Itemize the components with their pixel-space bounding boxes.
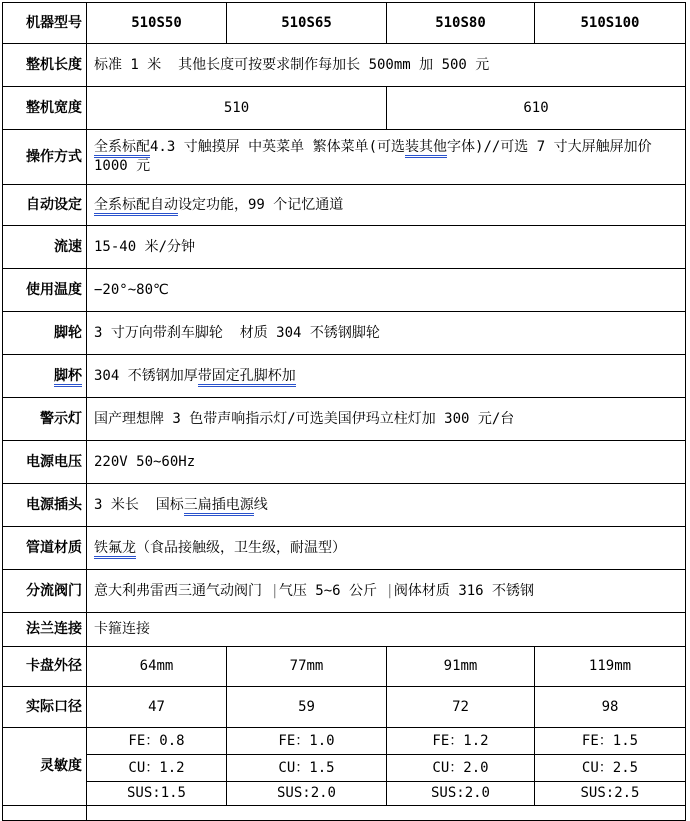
sensitivity-cu-4: CU：2.5 [535,755,686,782]
row-label-cups [3,355,87,398]
operation-value [87,130,686,185]
row-bore [3,687,686,728]
speed-value: 15-40 米/分钟 [87,226,686,269]
row-cups [3,355,686,398]
underlined-text: 带固定孔脚杯加 [198,368,296,387]
plain-text: 意大利弗雷西三通气动阀门 [94,582,271,599]
spec-table [2,2,686,821]
row-valve [3,570,686,613]
underlined-text: 脚杯 [54,368,82,387]
sensitivity-cu-1: CU：1.2 [87,755,227,782]
row-sensitivity-sus [3,782,686,806]
row-label-sensitivity: 灵敏度 [3,728,87,806]
row-label-model: 机器型号 [3,3,87,44]
alarm-value: 国产理想牌 3 色带声响指示灯/可选美国伊玛立柱灯加 300 元/台 [87,398,686,441]
width-value-2: 610 [387,87,686,130]
underlined-text: 铁氟龙 [94,540,136,559]
row-operation [3,130,686,185]
voltage-value: 220V 50~60Hz [87,441,686,484]
row-plug [3,484,686,527]
plain-text: （食品接触级，卫生级，耐温型） [136,539,346,556]
model-cell-1: 510S50 [87,3,227,44]
row-width [3,87,686,130]
auto-value [87,185,686,226]
row-label-partial [3,806,87,821]
sensitivity-fe-4: FE：1.5 [535,728,686,755]
plain-text: 304 不锈钢加厚 [94,367,198,384]
row-label-length: 整机长度 [3,44,87,87]
row-voltage [3,441,686,484]
chuck-cell-3: 91mm [387,647,535,687]
row-label-width: 整机宽度 [3,87,87,130]
underlined-text: 装其他 [405,139,447,158]
chuck-cell-4: 119mm [535,647,686,687]
row-label-auto: 自动设定 [3,185,87,226]
row-speed [3,226,686,269]
row-label-valve: 分流阀门 [3,570,87,613]
row-auto [3,185,686,226]
pipe-separator: | [270,582,279,599]
flange-value: 卡箍连接 [87,613,686,647]
row-label-chuck: 卡盘外径 [3,647,87,687]
partial-cell [87,806,686,821]
row-label-flange: 法兰连接 [3,613,87,647]
row-flange [3,613,686,647]
row-label-pipe: 管道材质 [3,527,87,570]
row-label-speed: 流速 [3,226,87,269]
row-model [3,3,686,44]
row-label-bore: 实际口径 [3,687,87,728]
casters-value: 3 寸万向带刹车脚轮 材质 304 不锈钢脚轮 [87,312,686,355]
sensitivity-sus-2: SUS:2.0 [227,782,387,806]
model-cell-4: 510S100 [535,3,686,44]
plain-text: 3 米长 国标 [94,496,184,513]
pipe-value [87,527,686,570]
row-casters [3,312,686,355]
row-pipe [3,527,686,570]
pipe-separator: | [385,582,394,599]
valve-value [87,570,686,613]
row-length [3,44,686,87]
sensitivity-cu-2: CU：1.5 [227,755,387,782]
model-cell-3: 510S80 [387,3,535,44]
sensitivity-sus-1: SUS:1.5 [87,782,227,806]
chuck-cell-1: 64mm [87,647,227,687]
plain-text: 4.3 寸触摸屏 中英菜单 繁体菜单(可选 [150,139,406,155]
row-label-temp: 使用温度 [3,269,87,312]
width-value-1: 510 [87,87,387,130]
row-label-operation: 操作方式 [3,130,87,185]
temp-value: −20°~80℃ [87,269,686,312]
cups-value [87,355,686,398]
bore-cell-1: 47 [87,687,227,728]
sensitivity-fe-3: FE：1.2 [387,728,535,755]
row-chuck [3,647,686,687]
sensitivity-fe-1: FE：0.8 [87,728,227,755]
bore-cell-2: 59 [227,687,387,728]
sensitivity-sus-4: SUS:2.5 [535,782,686,806]
row-alarm [3,398,686,441]
row-partial-cutoff [3,806,686,821]
sensitivity-cu-3: CU：2.0 [387,755,535,782]
plain-text: 线 [253,496,268,513]
underlined-text: 全系标配自动 [94,197,178,216]
row-temp [3,269,686,312]
chuck-cell-2: 77mm [227,647,387,687]
row-label-voltage: 电源电压 [3,441,87,484]
sensitivity-fe-2: FE：1.0 [227,728,387,755]
model-cell-2: 510S65 [227,3,387,44]
plain-text: 阀体材质 316 不锈钢 [393,582,535,599]
row-label-casters: 脚轮 [3,312,87,355]
plain-text: 气压 5~6 公斤 [278,582,386,599]
plug-value [87,484,686,527]
bore-cell-3: 72 [387,687,535,728]
row-label-plug: 电源插头 [3,484,87,527]
plain-text: 字体)//可选 7 寸大屏触屏加价 1000 元 [94,139,661,174]
plain-text: 设定功能，99 个记忆通道 [178,196,344,213]
row-sensitivity-fe [3,728,686,755]
length-value: 标准 1 米 其他长度可按要求制作每加长 500mm 加 500 元 [87,44,686,87]
underlined-text: 全系标配 [94,139,150,158]
bore-cell-4: 98 [535,687,686,728]
sensitivity-sus-3: SUS:2.0 [387,782,535,806]
row-sensitivity-cu [3,755,686,782]
underlined-text: 三扁插电源 [184,497,254,516]
row-label-alarm: 警示灯 [3,398,87,441]
